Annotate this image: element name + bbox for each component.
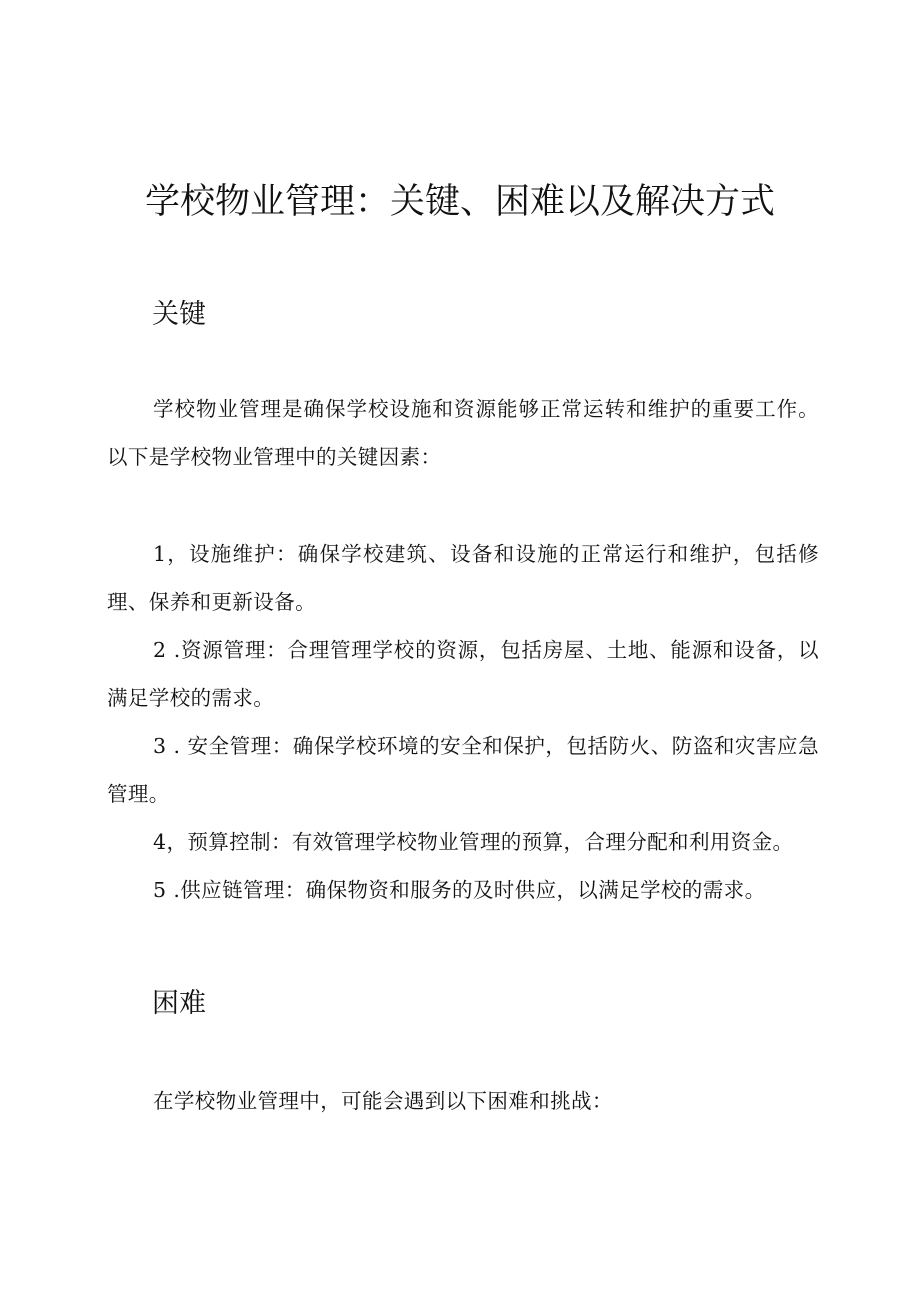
key-item-3: 3 . 安全管理：确保学校环境的安全和保护，包括防火、防盗和灾害应急管理。: [107, 734, 819, 806]
key-item-5: 5 .供应链管理：确保物资和服务的及时供应，以满足学校的需求。: [153, 878, 766, 902]
section-key-intro: 学校物业管理是确保学校设施和资源能够正常运转和维护的重要工作。以下是学校物业管理中的关键因素：: [107, 397, 819, 469]
section-difficulties-intro: 在学校物业管理中，可能会遇到以下困难和挑战：: [153, 1089, 613, 1113]
key-item-4: 4，预算控制：有效管理学校物业管理的预算，合理分配和利用资金。: [153, 830, 794, 854]
section-heading-key: 关键: [152, 299, 206, 330]
key-item-1: 1，设施维护：确保学校建筑、设备和设施的正常运行和维护，包括修理、保养和更新设备。: [107, 542, 819, 614]
key-item-2: 2 .资源管理：合理管理学校的资源，包括房屋、土地、能源和设备，以满足学校的需求。: [107, 638, 819, 710]
document-title: 学校物业管理：关键、困难以及解决方式: [144, 182, 775, 222]
section-heading-difficulties: 困难: [152, 988, 206, 1019]
